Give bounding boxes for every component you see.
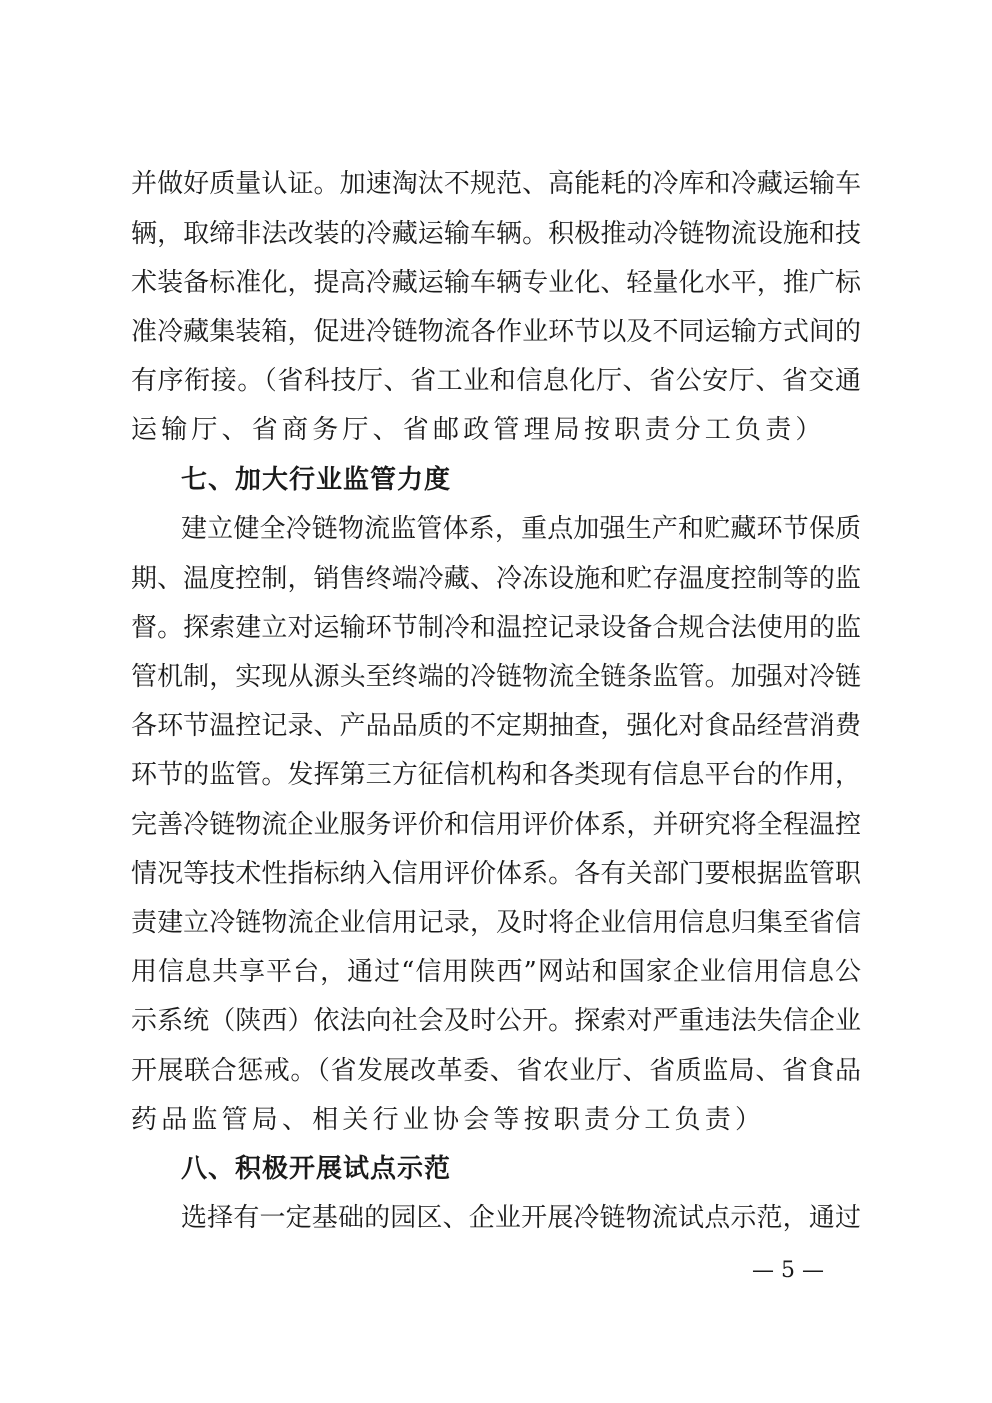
page-number: — 5 — [752, 1258, 824, 1283]
section-heading-7: 七、加大行业监管力度 [181, 465, 452, 495]
body-line: 责建立冷链物流企业信用记录，及时将企业信用信息归集至省信 [131, 908, 861, 938]
body-line: 用信息共享平台，通过“信用陕西”网站和国家企业信用信息公 [131, 957, 861, 987]
body-line: 情况等技术性指标纳入信用评价体系。各有关部门要根据监管职 [131, 859, 861, 889]
section-heading-8: 八、积极开展试点示范 [181, 1154, 452, 1184]
body-line: 示系统（陕西）依法向社会及时公开。探索对严重违法失信企业 [131, 1006, 861, 1036]
body-line: 期、温度控制，销售终端冷藏、冷冻设施和贮存温度控制等的监 [131, 564, 861, 594]
body-line: 有序衔接。（省科技厅、省工业和信息化厅、省公安厅、省交通 [131, 366, 861, 396]
body-line: 各环节温控记录、产品品质的不定期抽查，强化对食品经营消费 [131, 711, 861, 741]
body-line: 准冷藏集装箱，促进冷链物流各作业环节以及不同运输方式间的 [131, 317, 861, 347]
body-line: 开展联合惩戒。（省发展改革委、省农业厅、省质监局、省食品 [131, 1056, 861, 1086]
body-line: 辆，取缔非法改装的冷藏运输车辆。积极推动冷链物流设施和技 [131, 219, 861, 249]
body-line: 药品监管局、相关行业协会等按职责分工负责） [131, 1105, 766, 1135]
paragraph-first-line: 选择有一定基础的园区、企业开展冷链物流试点示范，通过 [181, 1203, 861, 1233]
body-line: 管机制，实现从源头至终端的冷链物流全链条监管。加强对冷链 [131, 662, 861, 692]
body-line: 督。探索建立对运输环节制冷和温控记录设备合规合法使用的监 [131, 613, 861, 643]
body-line: 环节的监管。发挥第三方征信机构和各类现有信息平台的作用， [131, 760, 861, 790]
body-line: 术装备标准化，提高冷藏运输车辆专业化、轻量化水平，推广标 [131, 268, 861, 298]
body-line: 运输厅、省商务厅、省邮政管理局按职责分工负责） [131, 415, 826, 445]
body-line: 完善冷链物流企业服务评价和信用评价体系，并研究将全程温控 [131, 810, 861, 840]
paragraph-first-line: 建立健全冷链物流监管体系，重点加强生产和贮藏环节保质 [181, 514, 861, 544]
body-line: 并做好质量认证。加速淘汰不规范、高能耗的冷库和冷藏运输车 [131, 169, 861, 199]
